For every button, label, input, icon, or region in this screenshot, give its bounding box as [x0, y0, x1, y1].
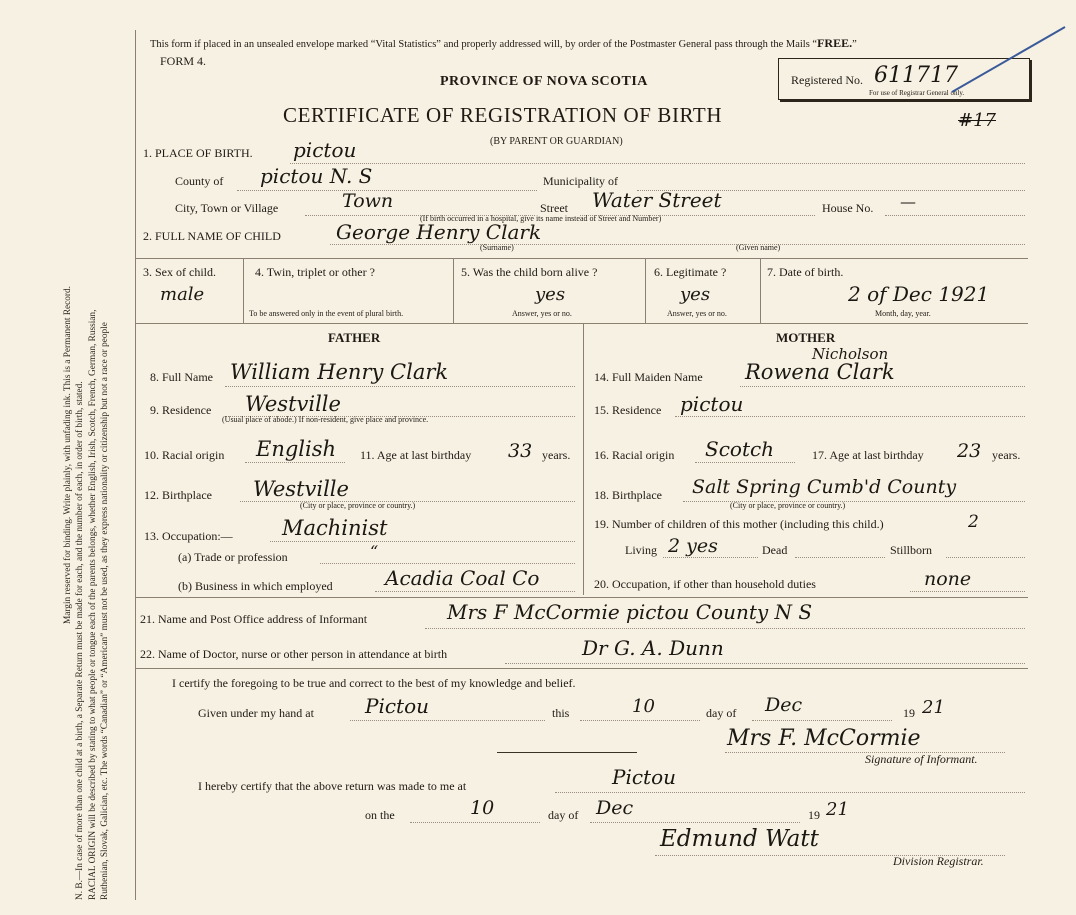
house-value: —	[900, 192, 916, 211]
living-label: Living	[625, 543, 657, 557]
return-place: Pictou	[612, 765, 677, 789]
registered-number: 611717	[874, 63, 958, 88]
page-title: CERTIFICATE OF REGISTRATION OF BIRTH	[283, 103, 723, 127]
registrar-signature: Edmund Watt	[660, 826, 819, 852]
place-of-birth-value: pictou	[293, 138, 357, 162]
father-name-label: 8. Full Name	[150, 370, 213, 384]
father-residence-note: (Usual place of abode.) If non-resident, give place and province.	[222, 415, 429, 424]
mother-age-unit: years.	[992, 448, 1021, 462]
dob-label: 7. Date of birth.	[767, 265, 844, 279]
given-month: Dec	[765, 694, 803, 716]
twin-label: 4. Twin, triplet or other ?	[255, 265, 375, 279]
surname-note: (Surname)	[480, 243, 514, 252]
return-month: Dec	[596, 797, 634, 819]
legitimate-label: 6. Legitimate ?	[654, 265, 727, 279]
father-heading: FATHER	[328, 330, 381, 345]
child-name-label: 2. FULL NAME OF CHILD	[143, 229, 281, 243]
father-age-unit: years.	[542, 448, 571, 462]
sex-label: 3. Sex of child.	[143, 265, 216, 279]
mail-notice: This form if placed in an unsealed envelope marked “Vital Statistics” and properly addressed will, by order of the Postmaster General pass through the Mails “FREE.”	[150, 36, 857, 50]
corner-mark: #17	[958, 110, 996, 131]
father-residence-label: 9. Residence	[150, 403, 212, 417]
child-name-value: George Henry Clark	[336, 220, 542, 244]
business-label: (b) Business in which employed	[178, 579, 333, 593]
father-birthplace-value: Westville	[253, 477, 349, 501]
mother-heading: MOTHER	[776, 330, 836, 345]
this-label: this	[552, 706, 570, 720]
alive-value: yes	[535, 284, 566, 305]
mother-residence-value: pictou	[680, 392, 744, 416]
margin-line-4: Ruthenian, Slovak, Galician, etc. The words “Canadian” or “American” must not be used, as they express nationality or citizenship but not a race or people	[100, 322, 111, 900]
municipality-label: Municipality of	[543, 174, 618, 188]
place-of-birth-label: 1. PLACE OF BIRTH.	[143, 146, 253, 160]
father-residence-value: Westville	[245, 392, 341, 416]
given-year: 21	[922, 697, 945, 718]
mother-name-value: Rowena Clark	[745, 360, 895, 384]
dob-value: 2 of Dec 1921	[848, 282, 990, 306]
street-label: Street	[540, 201, 568, 215]
county-label: County of	[175, 174, 224, 188]
mother-racial-label: 16. Racial origin	[594, 448, 675, 462]
day-of-label: day of	[706, 706, 737, 720]
signature-label: Signature of Informant.	[865, 752, 978, 766]
children-count-value: 2	[968, 512, 979, 532]
city-label: City, Town or Village	[175, 201, 279, 215]
province-title: PROVINCE OF NOVA SCOTIA	[440, 74, 648, 89]
father-birthplace-note: (City or place, province or country.)	[300, 501, 416, 510]
trade-label: (a) Trade or profession	[178, 550, 288, 564]
father-racial-value: English	[256, 437, 337, 461]
alive-label: 5. Was the child born alive ?	[461, 265, 598, 279]
mother-age-value: 23	[957, 440, 982, 462]
on-the-label: on the	[365, 808, 395, 822]
hospital-note: (If birth occurred in a hospital, give its name instead of Street and Number)	[420, 214, 662, 223]
return-day: 10	[470, 797, 495, 819]
twin-note: To be answered only in the event of plural birth.	[249, 309, 404, 318]
living-value: 2 yes	[668, 535, 718, 557]
return-statement: I hereby certify that the above return was made to me at	[198, 779, 467, 793]
mother-occupation-value: none	[924, 568, 972, 590]
certify-statement: I certify the foregoing to be true and correct to the best of my knowledge and belief.	[172, 676, 576, 690]
mother-name-label: 14. Full Maiden Name	[594, 370, 703, 384]
margin-line-2: N. B.—In case of more than one child at a birth, a Separate Return must be made for each, and the number of each, in order of birth, stated.	[75, 381, 86, 900]
registrar-label: Division Registrar.	[893, 854, 984, 868]
margin-instructions	[62, 10, 142, 900]
doctor-label: 22. Name of Doctor, nurse or other person in attendance at birth	[140, 647, 448, 661]
given-label: Given under my hand at	[198, 706, 314, 720]
city-value: Town	[342, 190, 394, 212]
father-name-value: William Henry Clark	[230, 360, 449, 384]
given-name-note: (Given name)	[736, 243, 781, 252]
form-number: FORM 4.	[160, 54, 207, 68]
given-day: 10	[632, 696, 655, 717]
children-count-label: 19. Number of children of this mother (including this child.)	[594, 517, 884, 531]
mother-residence-label: 15. Residence	[594, 403, 662, 417]
father-occupation-label: 13. Occupation:—	[144, 529, 233, 543]
stillborn-label: Stillborn	[890, 543, 933, 557]
return-year-prefix: 19	[808, 808, 820, 822]
year-prefix: 19	[903, 706, 915, 720]
informant-label: 21. Name and Post Office address of Informant	[140, 612, 368, 626]
doctor-value: Dr G. A. Dunn	[582, 636, 724, 660]
alive-note: Answer, yes or no.	[512, 309, 572, 318]
mother-racial-value: Scotch	[705, 437, 775, 461]
legitimate-note: Answer, yes or no.	[667, 309, 727, 318]
county-value: pictou N. S	[260, 164, 373, 188]
street-value: Water Street	[592, 188, 722, 212]
informant-signature: Mrs F. McCormie	[727, 726, 921, 751]
father-age-label: 11. Age at last birthday	[360, 448, 472, 462]
mother-birthplace-value: Salt Spring Cumb'd County	[692, 476, 957, 498]
registered-label: Registered No.	[791, 73, 863, 87]
mother-age-label: 17. Age at last birthday	[812, 448, 924, 462]
margin-line-1: Margin reserved for binding. Write plainly, with unfading ink. This is a Permanent Record.	[63, 285, 73, 625]
registrar-use-note: For use of Registrar General only.	[869, 89, 965, 97]
father-occupation-value: Machinist	[282, 516, 388, 540]
informant-value: Mrs F McCormie pictou County N S	[447, 600, 813, 624]
father-racial-label: 10. Racial origin	[144, 448, 225, 462]
mother-occupation-label: 20. Occupation, if other than household duties	[594, 577, 816, 591]
return-day-of-label: day of	[548, 808, 579, 822]
dob-note: Month, day, year.	[875, 309, 931, 318]
house-label: House No.	[822, 201, 874, 215]
ink-stroke	[950, 22, 1070, 102]
dead-label: Dead	[762, 543, 788, 557]
legitimate-value: yes	[680, 284, 711, 305]
sex-value: male	[160, 284, 205, 305]
margin-line-3: RACIAL ORIGIN will be described by stating to what people or tongue each of the parents belongs, whether English, Irish, Scotch, French, German, Russian,	[87, 309, 98, 900]
trade-value: “	[370, 542, 379, 561]
return-year: 21	[826, 799, 849, 820]
mother-name-insert: Nicholson	[812, 345, 889, 363]
father-birthplace-label: 12. Birthplace	[144, 488, 212, 502]
father-age-value: 33	[508, 440, 533, 462]
mother-birthplace-label: 18. Birthplace	[594, 488, 662, 502]
margin-rule	[135, 30, 136, 900]
mother-birthplace-note: (City or place, province or country.)	[730, 501, 846, 510]
subtitle: (BY PARENT OR GUARDIAN)	[490, 136, 623, 147]
given-place: Pictou	[365, 694, 430, 718]
business-value: Acadia Coal Co	[385, 566, 540, 590]
